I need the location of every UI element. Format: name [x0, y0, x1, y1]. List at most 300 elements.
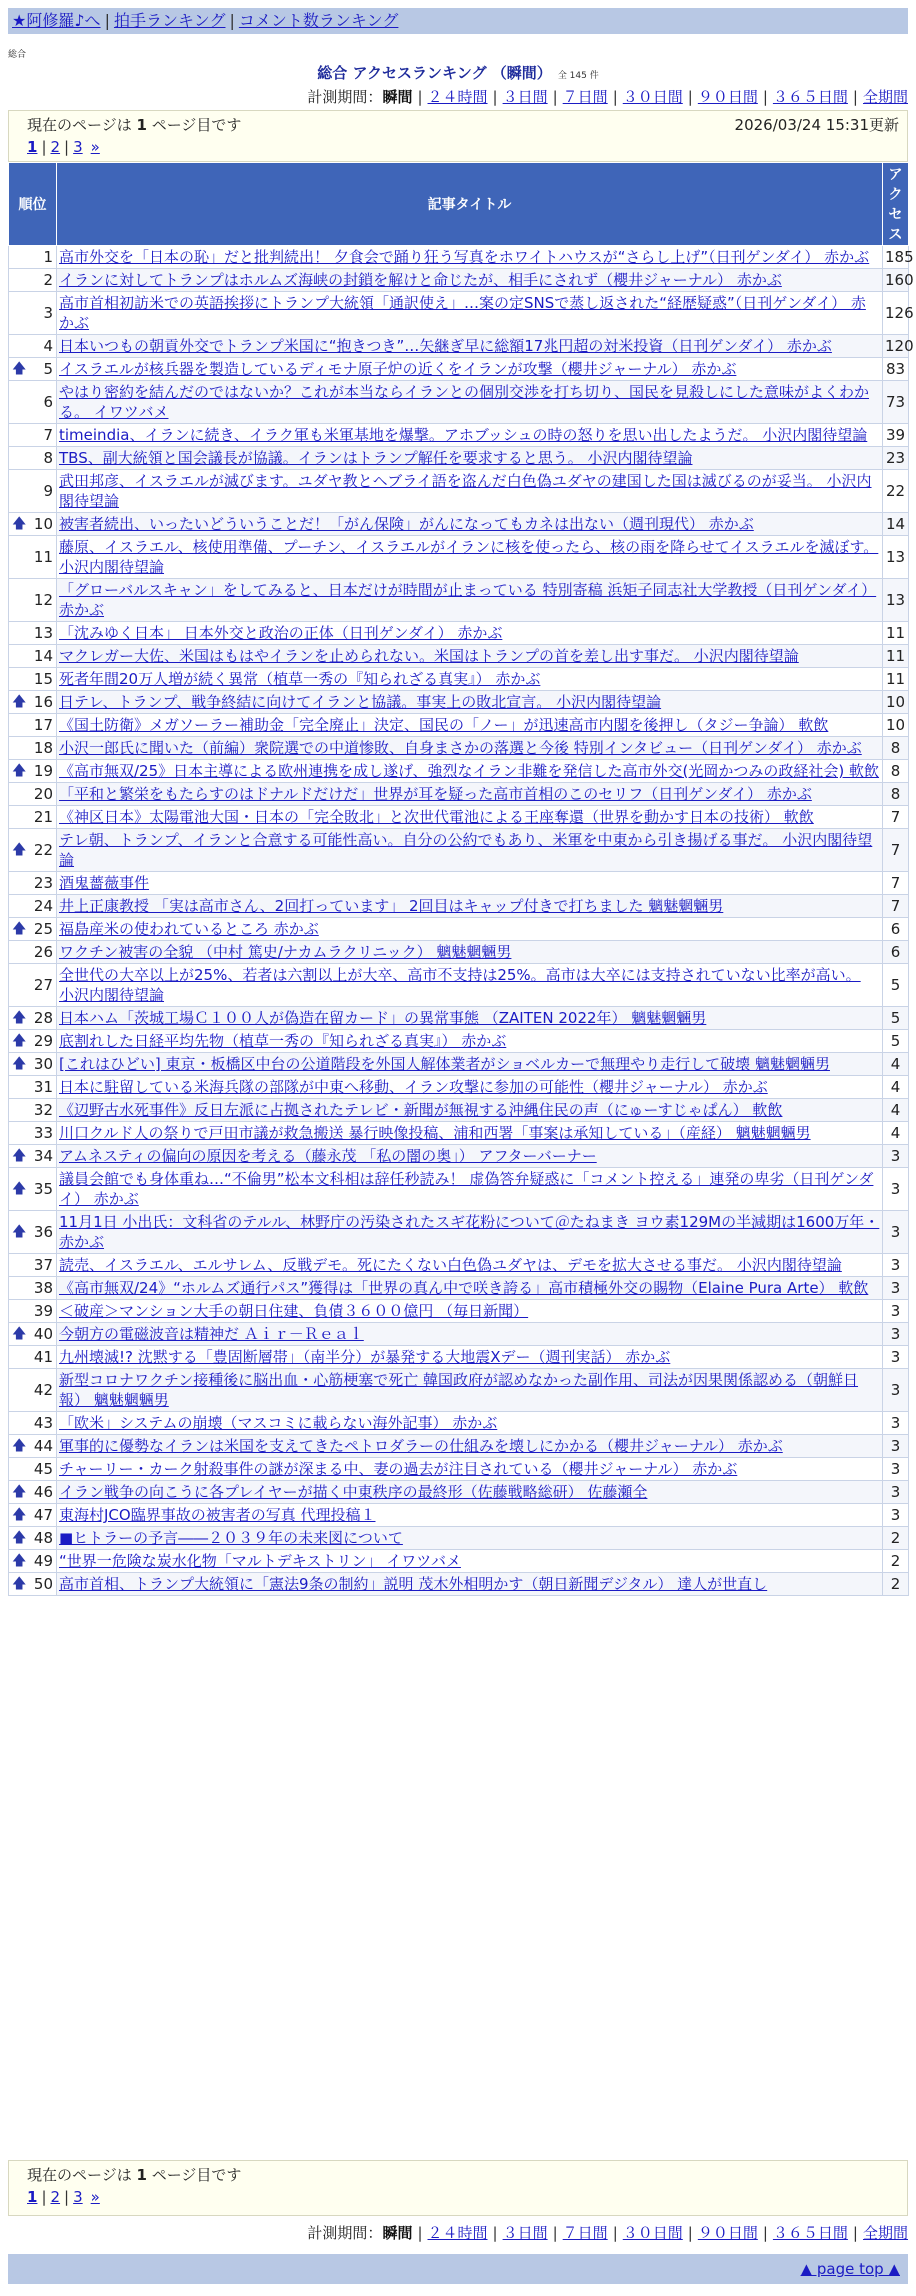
- table-row: [9, 424, 909, 447]
- title-cell: [57, 246, 883, 269]
- rank-number: 11: [33, 548, 53, 566]
- table-row: [9, 1504, 909, 1527]
- rank-number: 20: [33, 785, 53, 803]
- article-link[interactable]: アムネスティの偏向の原因を考える（藤永茂 「私の闇の奥」） アフターバーナー: [59, 1147, 597, 1165]
- access-count: 3: [883, 1412, 909, 1435]
- article-link[interactable]: 藤原、イスラエル、核使用準備、プーチン、イスラエルがイランに核を使ったら、核の雨を降らせてイスラエルを滅ぼす。 小沢内閣待望論: [59, 538, 879, 576]
- rank-number: 24: [33, 897, 53, 915]
- period-link-3d[interactable]: ３日間: [502, 88, 548, 106]
- rank-number: 10: [33, 515, 53, 533]
- access-count: 5: [883, 1030, 909, 1053]
- table-row: [9, 1573, 909, 1596]
- access-count: 8: [883, 737, 909, 760]
- access-count: 126: [883, 292, 909, 335]
- table-row: [9, 1122, 909, 1145]
- table-row: [9, 1007, 909, 1030]
- page-link-1[interactable]: 1: [27, 2188, 38, 2206]
- article-link[interactable]: 酒鬼薔薇事件: [59, 874, 150, 892]
- article-link[interactable]: 死者年間20万人増が続く異常（植草一秀の『知られざる真実』） 赤かぶ: [59, 670, 541, 688]
- rank-up-arrow-icon: 🡅: [12, 1438, 27, 1454]
- article-link[interactable]: 井上正康教授 「実は高市さん、2回打っています」 2回目はキャップ付きで打ちました 魑魅魍魎男: [59, 897, 724, 915]
- title-cell: [57, 1211, 883, 1254]
- article-link[interactable]: ■ヒトラーの予言――２０３９年の未来図について: [59, 1529, 403, 1547]
- article-link[interactable]: TBS、副大統領と国会議長が協議。イランはトランプ解任を要求すると思う。 小沢内閣待望論: [59, 449, 693, 467]
- page-link-1[interactable]: 1: [27, 138, 38, 156]
- rank-up-arrow-icon: 🡅: [12, 1181, 27, 1197]
- article-link[interactable]: 日テレ、トランプ、戦争終結に向けてイランと協議。事実上の敗北宣言。 小沢内閣待望論: [59, 693, 662, 711]
- rank-number: 8: [43, 449, 53, 467]
- access-count: 5: [883, 964, 909, 1007]
- table-header-row: [9, 163, 909, 246]
- access-count: 3: [883, 1168, 909, 1211]
- rank-cell: [9, 714, 57, 737]
- article-link[interactable]: 高市首相初訪米での英語挨拶にトランプ大統領「通訳使え」…案の定SNSで蒸し返された“経歴疑惑”（日刊ゲンダイ） 赤かぶ: [59, 294, 866, 332]
- title-cell: [57, 269, 883, 292]
- rank-number: 5: [43, 360, 53, 378]
- article-link[interactable]: 被害者続出、いったいどういうことだ！「がん保険」がんになってもカネは出ない（週刊現代） 赤かぶ: [59, 515, 754, 533]
- rank-cell: [9, 829, 57, 872]
- article-link[interactable]: [これはひどい] 東京・板橋区中台の公道階段を外国人解体業者がショベルカーで無理やり走行して破壊 魑魅魍魎男: [59, 1055, 830, 1073]
- table-row: [9, 536, 909, 579]
- article-link[interactable]: 高市首相、トランプ大統領に「憲法9条の制約」説明 茂木外相明かす（朝日新聞デジタル） 達人が世直し: [59, 1575, 768, 1593]
- article-link[interactable]: 小沢一郎氏に聞いた（前編）衆院選での中道惨敗、自身まさかの落選と今後 特別インタビュー（日刊ゲンダイ） 赤かぶ: [59, 739, 862, 757]
- rank-number: 21: [33, 808, 53, 826]
- article-link[interactable]: 「平和と繁栄をもたらすのはドナルドだけだ」世界が耳を疑った高市首相のこのセリフ（日刊ゲンダイ） 赤かぶ: [59, 785, 812, 803]
- period-link-90d[interactable]: ９０日間: [697, 88, 758, 106]
- current-page-text: 現在のページは 1 ページ目です: [27, 2166, 242, 2184]
- rank-cell: [9, 1300, 57, 1323]
- rank-cell: [9, 1504, 57, 1527]
- access-count: 3: [883, 1435, 909, 1458]
- rank-number: 28: [33, 1009, 53, 1027]
- access-count: 3: [883, 1145, 909, 1168]
- article-link[interactable]: 東海村JCO臨界事故の被害者の写真 代理投稿１: [59, 1506, 376, 1524]
- period-link-all[interactable]: 全期間: [862, 2224, 908, 2242]
- rank-number: 46: [33, 1483, 53, 1501]
- page-link-next[interactable]: »: [90, 2188, 100, 2206]
- title-cell: [57, 1168, 883, 1211]
- rank-cell: [9, 918, 57, 941]
- rank-number: 26: [33, 943, 53, 961]
- table-row: [9, 381, 909, 424]
- period-link-30d[interactable]: ３０日間: [622, 2224, 683, 2242]
- access-count: 4: [883, 1053, 909, 1076]
- title-cell: [57, 292, 883, 335]
- access-count: 4: [883, 1076, 909, 1099]
- table-row: [9, 1053, 909, 1076]
- period-current: 瞬間: [382, 88, 413, 106]
- rank-cell: [9, 1458, 57, 1481]
- rank-number: 31: [33, 1078, 53, 1096]
- table-row: [9, 1346, 909, 1369]
- table-row: [9, 358, 909, 381]
- table-row: [9, 1076, 909, 1099]
- title-cell: [57, 381, 883, 424]
- article-link[interactable]: 底割れした日経平均先物（植草一秀の『知られざる真実』） 赤かぶ: [59, 1032, 507, 1050]
- rank-cell: [9, 513, 57, 536]
- access-count: 7: [883, 872, 909, 895]
- footer-bar: [8, 2254, 908, 2284]
- table-row: [9, 829, 909, 872]
- article-link[interactable]: 「沈みゆく日本」 日本外交と政治の正体（日刊ゲンダイ） 赤かぶ: [59, 624, 503, 642]
- title-cell: [57, 783, 883, 806]
- rank-cell: [9, 1145, 57, 1168]
- rank-up-arrow-icon: 🡅: [12, 1484, 27, 1500]
- period-link-3d[interactable]: ３日間: [502, 2224, 548, 2242]
- rank-number: 36: [33, 1223, 53, 1241]
- access-count: 83: [883, 358, 909, 381]
- rank-number: 38: [33, 1279, 53, 1297]
- rank-cell: [9, 1211, 57, 1254]
- rank-number: 33: [33, 1124, 53, 1142]
- article-link[interactable]: 《国土防衛》メガソーラー補助金「完全廃止」決定、国民の「ノー」が迅速高市内閣を後押し（タジー争論） 軟飲: [59, 716, 829, 734]
- ranking-table: [8, 162, 914, 1596]
- table-row: [9, 1412, 909, 1435]
- access-count: 5: [883, 1007, 909, 1030]
- article-link[interactable]: 「グローバルスキャン」をしてみると、日本だけが時間が止まっている 特別寄稿 浜矩子同志社大学教授（日刊ゲンダイ） 赤かぶ: [59, 581, 877, 619]
- article-link[interactable]: マクレガー大佐、米国はもはやイランを止められない。米国はトランプの首を差し出す事だ。 小沢内閣待望論: [59, 647, 799, 665]
- rank-number: 43: [33, 1414, 53, 1432]
- title-cell: [57, 806, 883, 829]
- title-cell: [57, 1550, 883, 1573]
- table-row: [9, 269, 909, 292]
- access-count: 4: [883, 1122, 909, 1145]
- access-count: 7: [883, 895, 909, 918]
- title-cell: [57, 1122, 883, 1145]
- page-link-next[interactable]: »: [90, 138, 100, 156]
- updated-timestamp: 2026/03/24 15:31更新: [734, 116, 899, 134]
- title-cell: [57, 760, 883, 783]
- table-row: [9, 964, 909, 1007]
- header-access: アクセス: [883, 163, 909, 246]
- rank-cell: [9, 1527, 57, 1550]
- rank-cell: [9, 783, 57, 806]
- rank-number: 40: [33, 1325, 53, 1343]
- access-count: 6: [883, 918, 909, 941]
- article-link[interactable]: “世界一危険な炭水化物「マルトデキストリン」 イワツバメ: [59, 1552, 461, 1570]
- access-count: 23: [883, 447, 909, 470]
- access-count: 3: [883, 1211, 909, 1254]
- rank-up-arrow-icon: 🡅: [12, 1010, 27, 1026]
- page-title: [0, 62, 916, 83]
- article-link[interactable]: 《高市無双/24》“ホルムズ通行パス”獲得は「世界の真ん中で咲き誇る」高市積極外交の賜物（Elaine Pura Arte） 軟飲: [59, 1279, 869, 1297]
- rank-up-arrow-icon: 🡅: [12, 842, 27, 858]
- article-link[interactable]: 読売、イスラエル、エルサレム、反戦デモ。死にたくない白色偽ユダヤは、デモを拡大させる事だ。 小沢内閣待望論: [59, 1256, 842, 1274]
- access-count: 11: [883, 622, 909, 645]
- rank-up-arrow-icon: 🡅: [12, 1576, 27, 1592]
- rank-up-arrow-icon: 🡅: [12, 1056, 27, 1072]
- table-row: [9, 622, 909, 645]
- current-page-text: 現在のページは 1 ページ目です: [27, 116, 242, 134]
- title-cell: [57, 1481, 883, 1504]
- rank-cell: [9, 691, 57, 714]
- access-count: 120: [883, 335, 909, 358]
- rank-up-arrow-icon: 🡅: [12, 763, 27, 779]
- title-cell: [57, 691, 883, 714]
- title-cell: [57, 941, 883, 964]
- table-row: [9, 292, 909, 335]
- nav-separator: |: [104, 11, 110, 30]
- header-rank: 順位: [9, 163, 57, 246]
- article-link[interactable]: 議員会館でも身体重ね…“不倫男”松本文科相は辞任秒読み！ 虚偽答弁疑惑に「コメント控える」連発の卑劣（日刊ゲンダイ） 赤かぶ: [59, 1170, 874, 1208]
- article-link[interactable]: 川口クルド人の祭りで戸田市議が救急搬送 暴行映像投稿、浦和西署「事案は承知している」（産経） 魑魅魍魎男: [59, 1124, 811, 1142]
- rank-number: 3: [43, 304, 53, 322]
- rank-number: 41: [33, 1348, 53, 1366]
- rank-up-arrow-icon: 🡅: [12, 1033, 27, 1049]
- ranking-title: 総合 アクセスランキング （瞬間）: [317, 64, 552, 82]
- article-link[interactable]: 九州壊滅!? 沈黙する「豊固断層帯」（南半分）が暴発する大地震Xデー（週刊実話） 赤かぶ: [59, 1348, 671, 1366]
- article-link[interactable]: 福島産米の使われているところ 赤かぶ: [59, 920, 319, 938]
- access-count: 2: [883, 1550, 909, 1573]
- table-row: [9, 470, 909, 513]
- page-1-current: [27, 138, 37, 156]
- rank-cell: [9, 269, 57, 292]
- rank-number: 15: [33, 670, 53, 688]
- table-row: [9, 246, 909, 269]
- rank-number: 14: [33, 647, 53, 665]
- category-label: 総合: [8, 50, 27, 60]
- access-count: 3: [883, 1254, 909, 1277]
- period-link-7d[interactable]: ７日間: [562, 88, 608, 106]
- title-cell: [57, 872, 883, 895]
- table-row: [9, 645, 909, 668]
- rank-number: 50: [33, 1575, 53, 1593]
- article-link[interactable]: 軍事的に優勢なイランは米国を支えてきたペトロダラーの仕組みを壊しにかかる（櫻井ジャーナル） 赤かぶ: [59, 1437, 783, 1455]
- rank-cell: [9, 1369, 57, 1412]
- title-cell: [57, 335, 883, 358]
- rank-number: 1: [43, 248, 53, 266]
- period-link-all[interactable]: 全期間: [862, 88, 908, 106]
- page-link-2[interactable]: 2: [50, 2188, 61, 2206]
- table-row: [9, 783, 909, 806]
- table-row: [9, 1030, 909, 1053]
- rank-cell: [9, 760, 57, 783]
- access-count: 8: [883, 760, 909, 783]
- article-link[interactable]: 《神区日本》太陽電池大国・日本の「完全敗北」と次世代電池による王座奪還（世界を動かす日本の技術） 軟飲: [59, 808, 814, 826]
- access-count: 22: [883, 470, 909, 513]
- table-row: [9, 579, 909, 622]
- period-label: 計測期間：: [307, 88, 383, 106]
- access-count: 3: [883, 1369, 909, 1412]
- title-cell: [57, 895, 883, 918]
- period-link-24h[interactable]: ２４時間: [427, 2224, 488, 2242]
- article-link[interactable]: timeindia、イランに続き、イラク軍も米軍基地を爆撃。アホブッシュの時の怒りを思い出したようだ。 小沢内閣待望論: [59, 426, 868, 444]
- period-link-365d[interactable]: ３６５日間: [772, 2224, 848, 2242]
- period-link-365d[interactable]: ３６５日間: [772, 88, 848, 106]
- table-row: [9, 1527, 909, 1550]
- title-cell: [57, 513, 883, 536]
- rank-cell: [9, 1346, 57, 1369]
- article-link[interactable]: 《高市無双/25》日本主導による欧州連携を成し遂げ、強烈なイラン非難を発信した高市外交(光岡かつみの政経社会) 軟飲: [59, 762, 880, 780]
- title-cell: [57, 714, 883, 737]
- rank-cell: [9, 447, 57, 470]
- page-top-link[interactable]: ▲ page top ▲: [800, 2260, 900, 2278]
- article-link[interactable]: 「欧米」システムの崩壊（マスコミに載らない海外記事） 赤かぶ: [59, 1414, 498, 1432]
- period-link-30d[interactable]: ３０日間: [622, 88, 683, 106]
- nav-link-asyura[interactable]: ★阿修羅♪へ: [12, 11, 101, 30]
- page-1-current: [27, 2188, 37, 2206]
- table-row: [9, 1099, 909, 1122]
- rank-number: 25: [33, 920, 53, 938]
- rank-up-arrow-icon: 🡅: [12, 1530, 27, 1546]
- access-count: 3: [883, 1458, 909, 1481]
- title-cell: [57, 1007, 883, 1030]
- access-count: 3: [883, 1323, 909, 1346]
- article-link[interactable]: 新型コロナワクチン接種後に脳出血・心筋梗塞で死亡 韓国政府が認めなかった副作用、司法が因果関係認める（朝鮮日報） 魑魅魍魎男: [59, 1371, 859, 1409]
- access-count: 4: [883, 1099, 909, 1122]
- rank-cell: [9, 737, 57, 760]
- rank-number: 49: [33, 1552, 53, 1570]
- title-cell: [57, 1346, 883, 1369]
- period-link-24h[interactable]: ２４時間: [427, 88, 488, 106]
- access-count: 2: [883, 1573, 909, 1596]
- title-cell: [57, 668, 883, 691]
- rank-up-arrow-icon: 🡅: [12, 361, 27, 377]
- title-cell: [57, 1254, 883, 1277]
- title-cell: [57, 1076, 883, 1099]
- nav-link-clap-ranking[interactable]: 拍手ランキング: [113, 11, 226, 30]
- rank-cell: [9, 895, 57, 918]
- rank-number: 34: [33, 1147, 53, 1165]
- rank-cell: [9, 1573, 57, 1596]
- rank-number: 7: [43, 426, 53, 444]
- rank-number: 12: [33, 591, 53, 609]
- table-row: [9, 668, 909, 691]
- rank-number: 2: [43, 271, 53, 289]
- rank-number: 48: [33, 1529, 53, 1547]
- article-link[interactable]: 高市外交を「日本の恥」だと批判続出！ 夕食会で踊り狂う写真をホワイトハウスが“さらし上げ”（日刊ゲンダイ） 赤かぶ: [59, 248, 870, 266]
- access-count: 185: [883, 246, 909, 269]
- title-cell: [57, 579, 883, 622]
- title-cell: [57, 918, 883, 941]
- rank-cell: [9, 292, 57, 335]
- title-cell: [57, 447, 883, 470]
- access-count: 3: [883, 1481, 909, 1504]
- table-row: [9, 1277, 909, 1300]
- table-row: [9, 806, 909, 829]
- article-link[interactable]: 日本に駐留している米海兵隊の部隊が中東へ移動、イラン攻撃に参加の可能性（櫻井ジャーナル） 赤かぶ: [59, 1078, 768, 1096]
- title-cell: [57, 829, 883, 872]
- access-count: 11: [883, 668, 909, 691]
- period-link-90d[interactable]: ９０日間: [697, 2224, 758, 2242]
- table-row: [9, 1435, 909, 1458]
- access-count: 2: [883, 1527, 909, 1550]
- title-cell: [57, 1053, 883, 1076]
- rank-number: 29: [33, 1032, 53, 1050]
- rank-cell: [9, 1254, 57, 1277]
- nav-separator: |: [229, 11, 235, 30]
- rank-number: 35: [33, 1180, 53, 1198]
- page-links: 1 | 2 | 3 »: [27, 138, 100, 156]
- title-cell: [57, 1527, 883, 1550]
- rank-cell: [9, 1550, 57, 1573]
- rank-cell: [9, 872, 57, 895]
- rank-up-arrow-icon: 🡅: [12, 921, 27, 937]
- rank-number: 9: [43, 482, 53, 500]
- rank-number: 4: [43, 337, 53, 355]
- access-count: 8: [883, 783, 909, 806]
- rank-number: 13: [33, 624, 53, 642]
- table-row: [9, 1323, 909, 1346]
- period-link-7d[interactable]: ７日間: [562, 2224, 608, 2242]
- page-link-3[interactable]: 3: [73, 138, 83, 156]
- top-nav: [8, 8, 908, 34]
- table-row: [9, 714, 909, 737]
- period-selector-bottom: 計測期間：瞬間 | ２４時間 | ３日間 | ７日間 | ３０日間 | ９０日間 | ３６５日間 | 全期間: [307, 2224, 908, 2242]
- rank-number: 30: [33, 1055, 53, 1073]
- rank-number: 45: [33, 1460, 53, 1478]
- rank-number: 37: [33, 1256, 53, 1274]
- rank-number: 17: [33, 716, 53, 734]
- article-link[interactable]: ＜破産＞マンション大手の朝日住建、負債３６００億円 （毎日新聞）: [59, 1302, 529, 1320]
- title-cell: [57, 1277, 883, 1300]
- article-link[interactable]: やはり密約を結んだのではないか？これが本当ならイランとの個別交渉を打ち切り、国民を見殺しにした意味がよくわかる。 イワツバメ: [59, 383, 870, 421]
- rank-cell: [9, 806, 57, 829]
- article-link[interactable]: イラン戦争の向こうに各プレイヤーが描く中東秩序の最終形（佐藤戦略総研） 佐藤瀬全: [59, 1483, 648, 1501]
- title-cell: [57, 1458, 883, 1481]
- rank-number: 42: [33, 1381, 53, 1399]
- rank-cell: [9, 1099, 57, 1122]
- rank-number: 44: [33, 1437, 53, 1455]
- rank-cell: [9, 1412, 57, 1435]
- table-row: [9, 1145, 909, 1168]
- table-row: [9, 513, 909, 536]
- total-count: 全 145 件: [557, 71, 599, 81]
- rank-up-arrow-icon: 🡅: [12, 1553, 27, 1569]
- access-count: 3: [883, 1504, 909, 1527]
- rank-cell: [9, 964, 57, 1007]
- article-link[interactable]: 日本ハム「茨城工場Ｃ１００人が偽造在留カード」の異常事態 （ZAITEN 2022年） 魑魅魍魎男: [59, 1009, 707, 1027]
- article-link[interactable]: 日本いつもの朝貢外交でトランプ米国に“抱きつき”…矢継ぎ早に総額17兆円超の対米投資（日刊ゲンダイ） 赤かぶ: [59, 337, 832, 355]
- article-link[interactable]: 全世代の大卒以上が25%、若者は六割以上が大卒、高市不支持は25%。高市は大卒には支持されていない比率が高い。 小沢内閣待望論: [59, 966, 861, 1004]
- table-row: [9, 447, 909, 470]
- title-cell: [57, 1030, 883, 1053]
- table-row: [9, 941, 909, 964]
- page-link-2[interactable]: 2: [50, 138, 61, 156]
- header-title: 記事タイトル: [57, 163, 883, 246]
- rank-cell: [9, 381, 57, 424]
- rank-number: 6: [43, 393, 53, 411]
- nav-link-comment-ranking[interactable]: コメント数ランキング: [238, 11, 399, 30]
- rank-cell: [9, 622, 57, 645]
- article-link[interactable]: 《辺野古水死事件》反日左派に占拠されたテレビ・新聞が無視する沖縄住民の声（にゅーすじゃぱん） 軟飲: [59, 1101, 783, 1119]
- pager-top: [8, 110, 908, 162]
- table-row: [9, 872, 909, 895]
- article-link[interactable]: イランに対してトランプはホルムズ海峡の封鎖を解けと命じたが、相手にされず（櫻井ジャーナル） 赤かぶ: [59, 271, 782, 289]
- title-cell: [57, 737, 883, 760]
- article-link[interactable]: イスラエルが核兵器を製造しているディモナ原子炉の近くをイランが攻撃（櫻井ジャーナル） 赤かぶ: [59, 360, 737, 378]
- rank-cell: [9, 1076, 57, 1099]
- article-link[interactable]: 11月1日 小出氏：文科省のテルル、林野庁の汚染されたスギ花粉について＠たねまき ヨウ素129Mの半減期は1600万年・赤かぶ: [59, 1213, 880, 1251]
- rank-number: 19: [33, 762, 53, 780]
- access-count: 39: [883, 424, 909, 447]
- article-link[interactable]: 武田邦彦、イスラエルが滅びます。ユダヤ教とヘブライ語を盗んだ白色偽ユダヤの建国した国は滅びるのが妥当。 小沢内閣待望論: [59, 472, 872, 510]
- article-link[interactable]: ワクチン被害の全貌 （中村 篤史/ナカムラクリニック） 魑魅魍魎男: [59, 943, 512, 961]
- rank-up-arrow-icon: 🡅: [12, 1148, 27, 1164]
- rank-cell: [9, 358, 57, 381]
- title-cell: [57, 1369, 883, 1412]
- article-link[interactable]: チャーリー・カーク射殺事件の謎が深まる中、妻の過去が注目されている（櫻井ジャーナル） 赤かぶ: [59, 1460, 738, 1478]
- article-link[interactable]: 今朝方の電磁波音は精神だ Ａｉｒ－Ｒｅａｌ: [59, 1325, 364, 1343]
- access-count: 73: [883, 381, 909, 424]
- period-label: 計測期間：: [307, 2224, 383, 2242]
- article-link[interactable]: テレ朝、トランプ、イランと合意する可能性高い。自分の公約でもあり、米軍を中東から引き揚げる事だ。 小沢内閣待望論: [59, 831, 873, 869]
- table-row: [9, 1369, 909, 1412]
- page-link-3[interactable]: 3: [73, 2188, 83, 2206]
- rank-cell: [9, 1481, 57, 1504]
- title-cell: [57, 1145, 883, 1168]
- rank-up-arrow-icon: 🡅: [12, 516, 27, 532]
